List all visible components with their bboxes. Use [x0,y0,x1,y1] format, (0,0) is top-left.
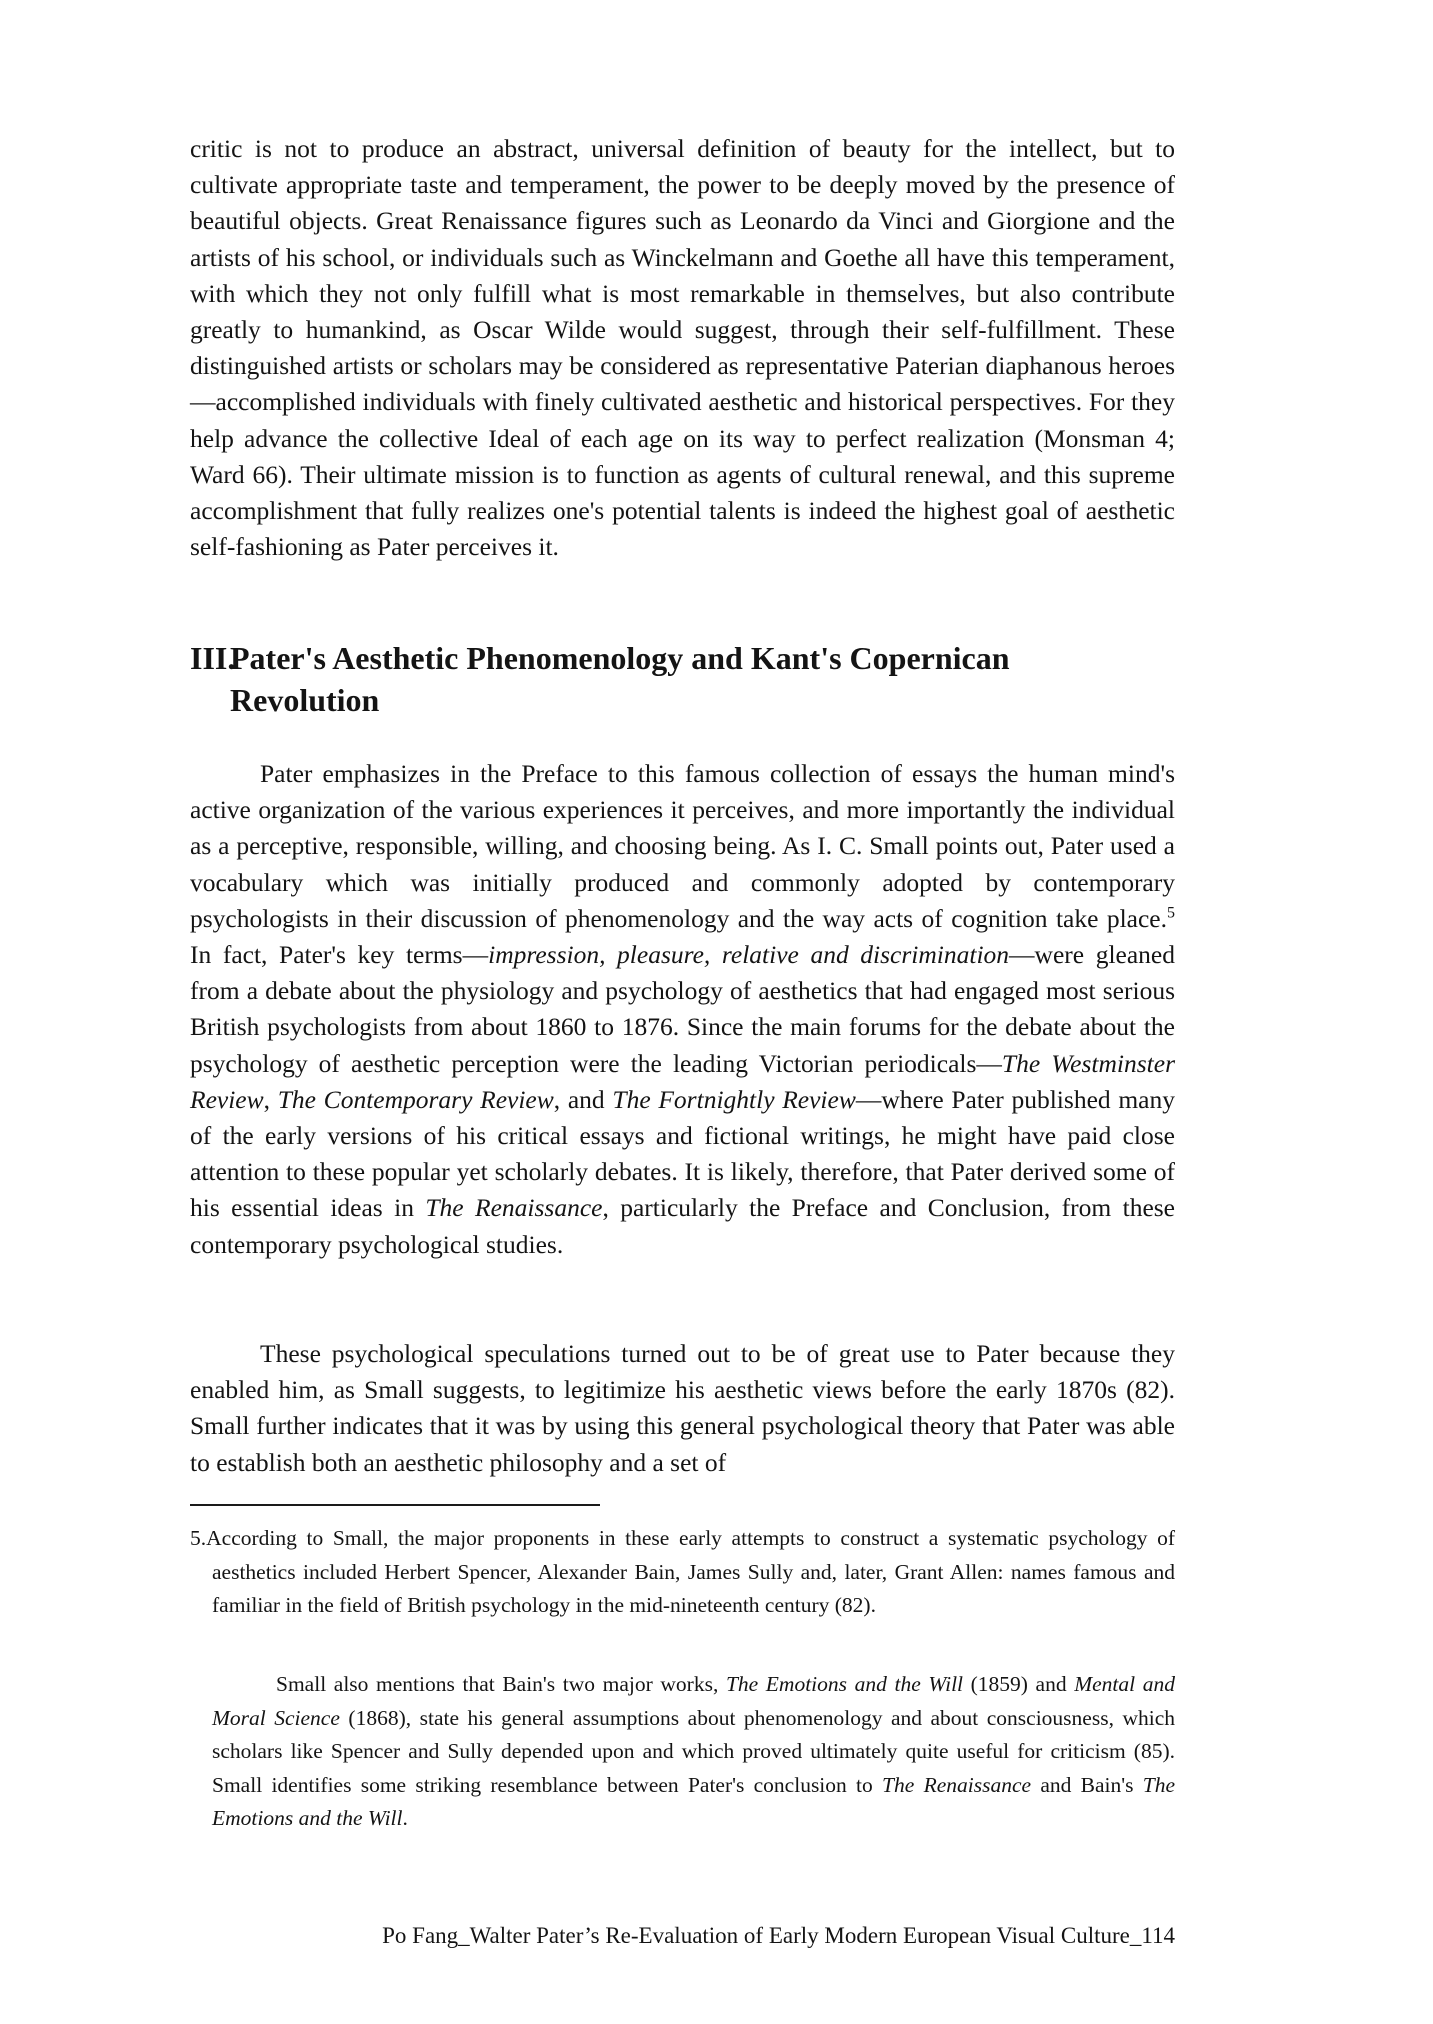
separator-text: , [263,1084,278,1114]
footnote-5: 5.According to Small, the major proponents in these early attempts to construct a systematic psychology of aesthetics included Herbert Spencer, Alexander Bain, James Sully and, later, Grant Allen: names famous and familiar in the field of British psychology in the mid-nineteenth century (82). [190,1526,1175,1617]
footnote-text: Small also mentions that Bain's two major works, [276,1672,726,1696]
section-title-line-2: Revolution [230,682,380,718]
continuation-paragraph: critic is not to produce an abstract, universal definition of beauty for the intellect, but to cultivate appropriate taste and temperament, the power to be deeply moved by the presence of beautiful objects. Great Renaissance figures such as Leonardo da Vinci and Giorgione and the artists of his school, or individuals such as Winckelmann and Goethe all have this temperament, with which they not only fulfill what is most remarkable in themselves, but also contribute greatly to humankind, as Oscar Wilde would suggest, through their self-fulfillment. These distinguished artists or scholars may be considered as representative Paterian diaphanous heroes—accomplished individuals with finely cultivated aesthetic and historical perspectives. For they help advance the collective Ideal of each age on its way to perfect realization (Monsman 4; Ward 66). Their ultimate mission is to function as agents of cultural renewal, and this supreme accomplishment that fully realizes one's potential talents is indeed the highest goal of aesthetic self-fashioning as Pater perceives it. [190,134,1175,562]
work-title: Mental and Moral Science [212,1672,1175,1730]
footnote-text: and Bain's [1031,1772,1143,1797]
section-numeral: III. [190,640,236,676]
footnote-reference: 5 [1167,904,1175,922]
work-title: The Emotions and the Will [212,1772,1175,1830]
periodical-title: The Fortnightly Review [612,1084,856,1114]
paragraph-text: In fact, Pater's key terms— [190,940,489,970]
paragraph-text: —were gleaned from a debate about the physiology and psychology of aesthetics that had engaged most serious British psychologists from about 1860 to 1876. Since the main forums for the debate about the psychology of aesthetic perception were the leading Victorian periodicals— [190,940,1175,1078]
footnote-text: (1859) and [963,1672,1075,1696]
work-title: The Renaissance [882,1772,1032,1797]
body-paragraph-1 [190,756,1175,1263]
periodical-title: The Westminster Review [190,1048,1175,1114]
footnote-text: . [402,1806,408,1830]
section-heading [190,637,1175,721]
paragraph-text: —where Pater published many of the early versions of his critical essays and fictional writings, he might have paid close attention to these popular yet scholarly debates. It is likely, therefore, that Pater derived some of his essential ideas in [190,1084,1175,1223]
footnote-5-continued [190,1668,1175,1836]
paragraph-text: Pater emphasizes in the Preface to this famous collection of essays the human mind's active organization of the various experiences it perceives, and more importantly the individual as a perceptive, responsible, willing, and choosing being. As I. C. Small points out, Pater used a vocabulary which was initially produced and commonly adopted by contemporary psychologists in their discussion of phenomenology and the way acts of cognition take place. [190,759,1175,933]
footnote-text: (1868), state his general assumptions about phenomenology and about consciousness, which scholars like Spencer and Sully depended upon and which proved ultimately quite useful for criticism (85). Small identifies some striking resemblance between Pater's conclusion to [212,1705,1175,1797]
section-title-line-1: Pater's Aesthetic Phenomenology and Kant's Copernican [230,640,1010,676]
book-title: The Renaissance [425,1193,603,1223]
periodical-title: The Contemporary Review [277,1084,554,1114]
running-footer: Po Fang_Walter Pater’s Re-Evaluation of Early Modern European Visual Culture_114 [382,1923,1175,1948]
italic-terms: impression, pleasure, relative and discrimination [488,940,1010,970]
separator-text: , and [553,1084,613,1114]
footnote-divider [190,1504,600,1506]
paragraph-text: , particularly the Preface and Conclusion, from these contemporary psychological studies. [190,1193,1176,1259]
work-title: The Emotions and the Will [725,1672,964,1696]
body-paragraph-2: These psychological speculations turned out to be of great use to Pater because they enabled him, as Small suggests, to legitimize his aesthetic views before the early 1870s (82). Small further indicates that it was by using this general psychological theory that Pater was able to establish both an aesthetic philosophy and a set of [190,1339,1175,1477]
